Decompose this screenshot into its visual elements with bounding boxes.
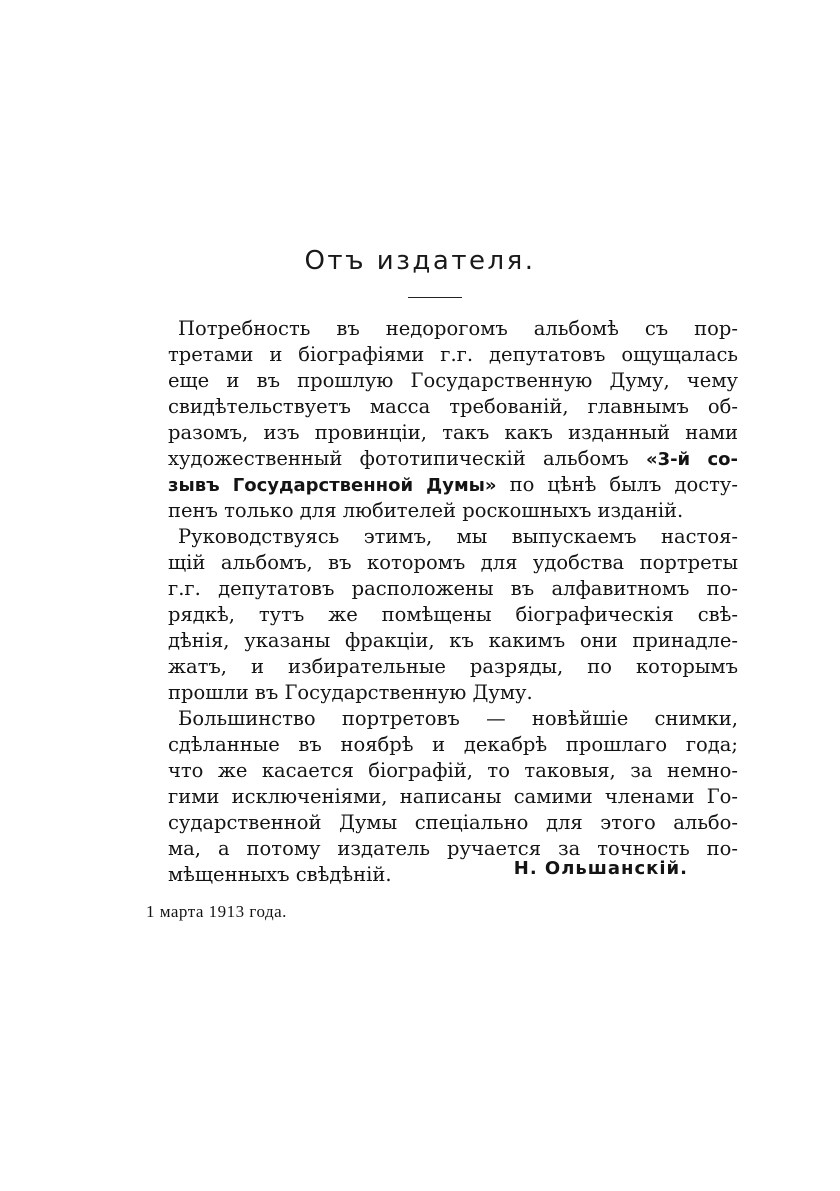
- text-line: дѣнія, указаны фракціи, къ какимъ они принадле-: [168, 629, 738, 652]
- text-line: щій альбомъ, въ которомъ для удобства портреты: [168, 551, 738, 574]
- text-line-with-album-title: [168, 446, 738, 472]
- text-line: пенъ только для любителей роскошныхъ изданій.: [168, 499, 684, 522]
- text-line: Большинство портретовъ — новѣйшіе снимки,: [178, 707, 738, 730]
- text-line-album-title-end: [168, 472, 738, 498]
- page-title: Отъ издателя.: [304, 246, 536, 276]
- signature: Н. Ольшанскій.: [513, 858, 688, 879]
- text-line: гими исключеніями, написаны самими членами Го-: [168, 785, 738, 808]
- album-title-start: «3-й со-: [645, 449, 738, 470]
- text-line: что же касается біографій, то таковыя, за немно-: [168, 759, 738, 782]
- text-line: свидѣтельствуетъ масса требованій, главнымъ об-: [168, 395, 738, 418]
- text-line: разомъ, изъ провинціи, такъ какъ изданный нами: [168, 421, 738, 444]
- text-line: ма, а потому издатель ручается за точность по-: [168, 837, 738, 860]
- title-underline-rule: [408, 297, 462, 298]
- date-line: 1 марта 1913 года.: [146, 902, 287, 921]
- text-line: жатъ, и избирательные разряды, по которымъ: [168, 655, 738, 678]
- text-line: Потребность въ недорогомъ альбомѣ съ пор-: [178, 317, 738, 340]
- album-title-end: зывъ Государственной Думы»: [168, 475, 497, 496]
- text-line: Руководствуясь этимъ, мы выпускаемъ настоя-: [178, 525, 738, 548]
- text-line: еще и въ прошлую Государственную Думу, чему: [168, 369, 738, 392]
- text-fragment: художественный фототипическій альбомъ: [168, 447, 629, 470]
- text-line: г.г. депутатовъ расположены въ алфавитномъ по-: [168, 577, 738, 600]
- text-line: прошли въ Государственную Думу.: [168, 681, 533, 704]
- text-line: третами и біографіями г.г. депутатовъ ощущалась: [168, 343, 738, 366]
- text-line: рядкѣ, тутъ же помѣщены біографическія свѣ-: [168, 603, 738, 626]
- text-line: сдѣланные въ ноябрѣ и декабрѣ прошлаго года;: [168, 733, 738, 756]
- text-fragment: по цѣнѣ былъ досту-: [496, 473, 738, 496]
- text-line: сударственной Думы спеціально для этого альбо-: [168, 811, 738, 834]
- text-line: мѣщенныхъ свѣдѣній.: [168, 863, 392, 886]
